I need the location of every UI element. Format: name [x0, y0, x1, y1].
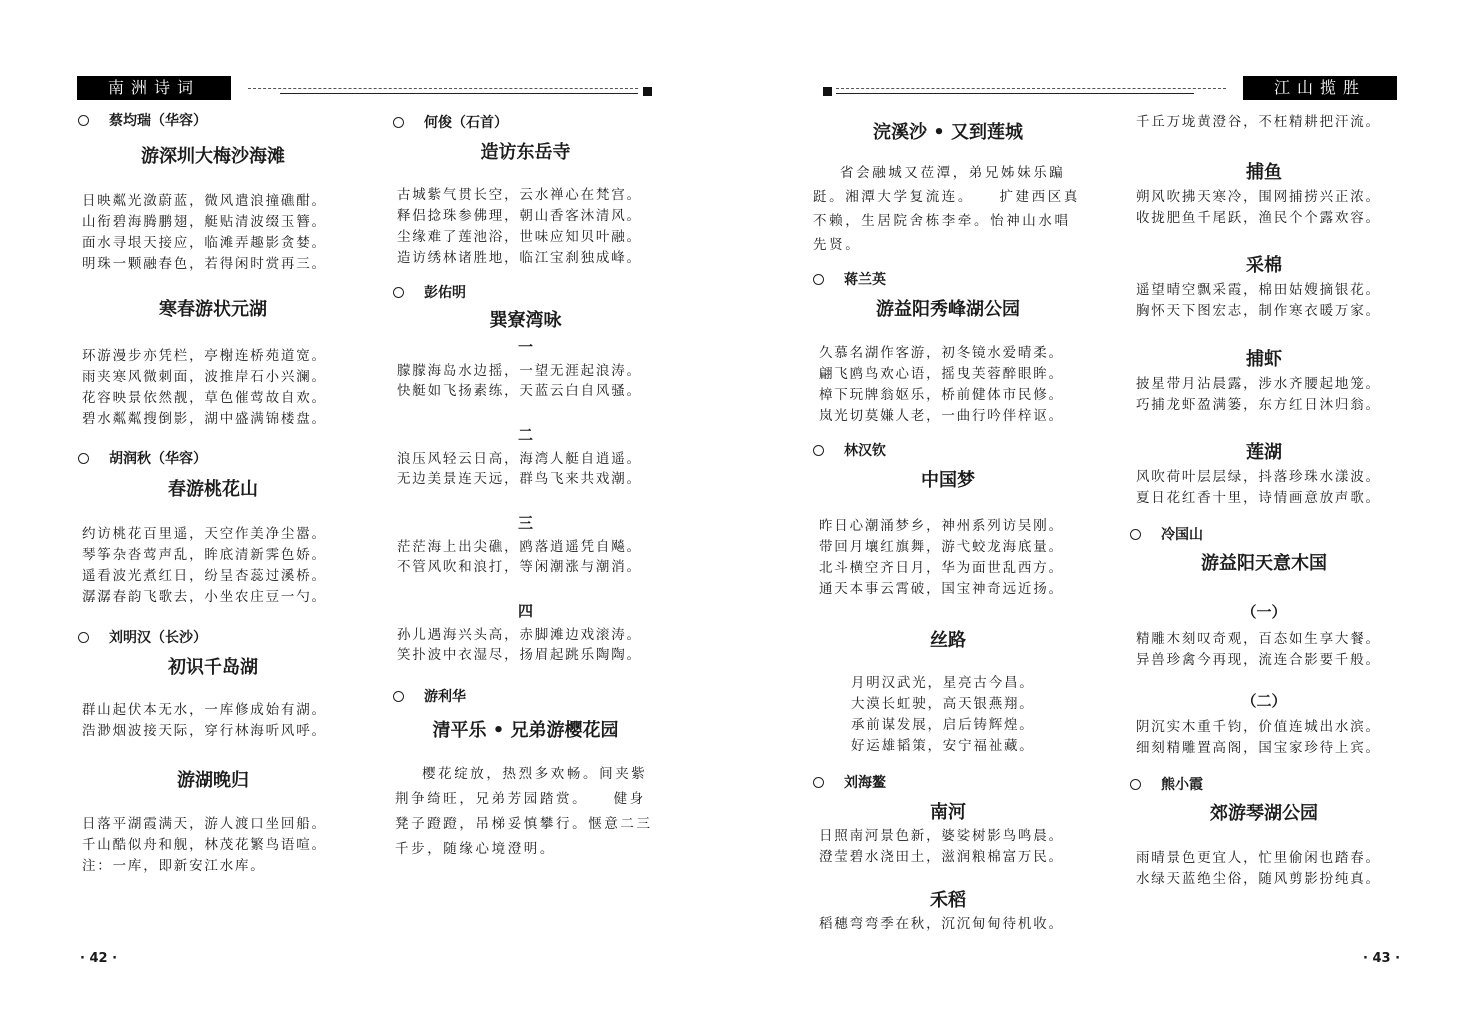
poem-line: 浩渺烟波接天际，穿行林海听风呼。	[82, 723, 327, 739]
poem-title: 浣溪沙 • 又到莲城	[872, 122, 1024, 143]
poem-title: 禾稻	[930, 890, 966, 911]
circle-bullet-icon	[78, 115, 89, 126]
poem-line: 花容映景依然靓，草色催莺故自欢。	[82, 390, 327, 406]
poem-part-number: 一	[517, 338, 533, 356]
poem-line: 日落平湖霞满天，游人渡口坐回船。	[82, 816, 327, 832]
poem-line: 朔风吹拂天寒冷，围网捕捞兴正浓。	[1136, 189, 1381, 205]
circle-bullet-icon	[1130, 529, 1141, 540]
poem-title: 游益阳秀峰湖公园	[876, 299, 1020, 320]
circle-bullet-icon	[813, 445, 824, 456]
circle-bullet-icon	[78, 453, 89, 464]
poem-line: 细刻精雕置高阁，国宝家珍待上宾。	[1136, 740, 1381, 756]
poem-part-number: （一）	[1241, 603, 1287, 621]
poem-note: 注：一库，即新安江水库。	[82, 858, 266, 874]
poem-line: 遥望晴空飘采霞，棉田姑嫂摘银花。	[1136, 282, 1381, 298]
poem-line: 夏日花红香十里，诗情画意放声歌。	[1136, 490, 1381, 506]
page-number: · 43 ·	[1363, 951, 1401, 966]
poem-author: 刘海鳌	[813, 772, 886, 794]
poem-prose: 省会融城又莅潭，弟兄姊妹乐蹁跹。湘潭大学复流连。 扩建西区真不赖，生居院舍栋李牵。怡神山水唱先贤。	[813, 165, 1080, 253]
poem-line: 巧捕龙虾盈满篓，东方红日沐归翁。	[1136, 397, 1381, 413]
header-rule	[280, 93, 638, 94]
poem-line: 面水寻垠天接应，临滩弄趣影贪婪。	[82, 235, 327, 251]
poem-line: 异兽珍禽今再现，流连合影要千般。	[1136, 652, 1381, 668]
circle-bullet-icon	[813, 777, 824, 788]
poem-title: 寒春游状元湖	[159, 299, 267, 320]
poem-line: 遥看波光煮红日，纷呈杏蕊过溪桥。	[82, 568, 327, 584]
poem-author: 熊小霞	[1130, 774, 1203, 796]
poem-line: 约访桃花百里遥，天空作美净尘嚣。	[82, 526, 327, 542]
poem-title: 郊游琴湖公园	[1210, 803, 1318, 824]
header-square-marker	[823, 87, 832, 96]
header-rule	[836, 93, 1194, 94]
poem-line: 好运雄韬策，安宁福祉藏。	[851, 738, 1035, 754]
poem-line: 北斗横空齐日月，华为面世乱西方。	[819, 560, 1064, 576]
poem-title: 初识千岛湖	[168, 657, 258, 678]
poem-line: 澄莹碧水浇田土，滋润粮棉富万民。	[819, 849, 1064, 865]
circle-bullet-icon	[393, 287, 404, 298]
poem-line: 承前谋发展，启后铸辉煌。	[851, 717, 1035, 733]
circle-bullet-icon	[393, 691, 404, 702]
poem-line: 雨夹寒风微刺面，波推岸石小兴澜。	[82, 369, 327, 385]
poem-line: 月明汉武光，星亮古今昌。	[851, 675, 1035, 691]
poem-line: 昨日心潮涌梦乡，神州系列访吴刚。	[819, 518, 1064, 534]
poem-line: 环游漫步亦凭栏，亭榭连桥苑道宽。	[82, 348, 327, 364]
poem-line: 带回月壤红旗舞，游弋蛟龙海底量。	[819, 539, 1064, 555]
poem-line: 浪压风轻云日高，海湾人艇自逍遥。	[397, 451, 642, 467]
poem-line: 快艇如飞扬素练，天蓝云白自风骚。	[397, 383, 642, 399]
poem-line: 茫茫海上出尖礁，鸥落逍遥凭自飚。	[397, 539, 642, 555]
left-page-header: 南洲诗词	[77, 76, 231, 100]
poem-line: 尘缘难了莲池浴，世味应知贝叶融。	[397, 229, 642, 245]
poem-line: 碧水粼粼搜倒影，湖中盛满锦楼盘。	[82, 411, 327, 427]
poem-title: 莲湖	[1246, 442, 1282, 463]
poem-line: 孙儿遇海兴头高，赤脚滩边戏滚涛。	[397, 627, 642, 643]
poem-author: 胡润秋（华容）	[78, 448, 207, 470]
poem-line: 久慕名湖作客游，初冬镜水爱晴柔。	[819, 345, 1064, 361]
poem-line: 古城紫气贯长空，云水禅心在梵宫。	[397, 187, 642, 203]
poem-line: 日映粼光潋蔚蓝，微风遣浪撞礁酣。	[82, 193, 327, 209]
poem-prose: 樱花绽放，热烈多欢畅。间夹紫荆争绮旺，兄弟芳园踏赏。 健身凳子蹬蹬，吊梯妥慎攀行。惬意二三千步，随缘心境澄明。	[395, 766, 653, 857]
poem-title: 采棉	[1246, 255, 1282, 276]
poem-author: 林汉钦	[813, 440, 886, 462]
right-page-header: 江山揽胜	[1243, 76, 1397, 100]
poem-author: 何俊（石首）	[393, 112, 508, 134]
poem-line: 翩飞鸥鸟欢心语，摇曳芙蓉醉眼眸。	[819, 366, 1064, 382]
poem-line: 阴沉实木重千钧，价值连城出水滨。	[1136, 719, 1381, 735]
poem-line: 精雕木刻叹奇观，百态如生享大餐。	[1136, 631, 1381, 647]
poem-line: 群山起伏本无水，一库修成始有湖。	[82, 702, 327, 718]
circle-bullet-icon	[813, 274, 824, 285]
poem-line: 收拢肥鱼千尾跃，渔民个个露欢容。	[1136, 210, 1381, 226]
poem-title: 春游桃花山	[168, 479, 258, 500]
circle-bullet-icon	[78, 632, 89, 643]
poem-line: 樟下玩牌翁妪乐，桥前健体市民修。	[819, 387, 1064, 403]
poem-line: 大漠长虹驶，高天银燕翔。	[851, 696, 1035, 712]
circle-bullet-icon	[1130, 779, 1141, 790]
poem-title: 南河	[930, 802, 966, 823]
poem-line: 无边美景连天远，群鸟飞来共戏潮。	[397, 471, 642, 487]
poem-line: 明珠一颗融春色，若得闲时赏再三。	[82, 256, 327, 272]
poem-part-number: 四	[517, 602, 533, 620]
poem-line: 琴筝杂沓莺声乱，眸底清新霁色娇。	[82, 547, 327, 563]
poem-line: 岚光切莫嫌人老，一曲行吟伴梓讴。	[819, 408, 1064, 424]
poem-line: 稻穗弯弯季在秋，沉沉甸甸待机收。	[819, 916, 1064, 932]
poem-part-number: 三	[517, 514, 533, 532]
poem-line: 日照南河景色新，婆娑树影鸟鸣晨。	[819, 828, 1064, 844]
header-square-marker	[643, 87, 652, 96]
poem-title: 游湖晚归	[177, 770, 249, 791]
poem-line: 通天本事云霄破，国宝神奇远近扬。	[819, 581, 1064, 597]
poem-line: 笑扑波中衣湿尽，扬眉起跳乐陶陶。	[397, 647, 642, 663]
poem-line: 千山酷似舟和舰，林茂花繁鸟语喧。	[82, 837, 327, 853]
poem-line: 造访绣林诸胜地，临江宝刹独成峰。	[397, 250, 642, 266]
poem-part-number: （二）	[1241, 692, 1287, 710]
header-rule-dotted	[248, 88, 638, 89]
poem-author: 游利华	[393, 686, 466, 708]
poem-line: 不管风吹和浪打，等闲潮涨与潮消。	[397, 559, 642, 575]
poem-title: 中国梦	[921, 470, 975, 491]
poem-title: 捕虾	[1246, 349, 1282, 370]
poem-title: 巽寮湾咏	[489, 310, 562, 331]
poem-line: 潺潺春韵飞歌去，小坐农庄豆一勺。	[82, 589, 327, 605]
poem-author: 彭佑明	[393, 282, 466, 304]
header-rule-dotted	[836, 88, 1226, 89]
poem-author: 蒋兰英	[813, 269, 886, 291]
poem-title: 游深圳大梅沙海滩	[141, 146, 285, 167]
poem-author: 蔡均瑞（华容）	[78, 110, 207, 132]
poem-line: 朦朦海岛水边摇，一望无涯起浪涛。	[397, 363, 642, 379]
poem-line: 风吹荷叶层层绿，抖落珍珠水漾波。	[1136, 469, 1381, 485]
poem-line: 千丘万垅黄澄谷，不枉精耕把汗流。	[1136, 114, 1381, 130]
poem-author: 刘明汉（长沙）	[78, 627, 207, 649]
page-number: · 42 ·	[80, 951, 118, 966]
poem-part-number: 二	[517, 426, 533, 444]
poem-title: 清平乐 • 兄弟游樱花园	[432, 720, 619, 741]
circle-bullet-icon	[393, 117, 404, 128]
poem-title: 游益阳天意木国	[1201, 553, 1327, 574]
poem-line: 披星带月沾晨露，涉水齐腰起地笼。	[1136, 376, 1381, 392]
poem-line: 雨晴景色更宜人，忙里偷闲也踏春。	[1136, 850, 1381, 866]
poem-line: 水绿天蓝绝尘俗，随风剪影扮纯真。	[1136, 871, 1381, 887]
poem-line: 释侣捻珠参佛理，朝山香客沐清风。	[397, 208, 642, 224]
poem-author: 冷国山	[1130, 524, 1203, 546]
poem-title: 造访东岳寺	[480, 142, 571, 163]
poem-line: 胸怀天下图宏志，制作寒衣暖万家。	[1136, 303, 1381, 319]
poem-title: 捕鱼	[1246, 162, 1282, 183]
poem-title: 丝路	[930, 630, 966, 651]
poem-line: 山衔碧海腾鹏翅，艇贴清波缀玉簪。	[82, 214, 327, 230]
